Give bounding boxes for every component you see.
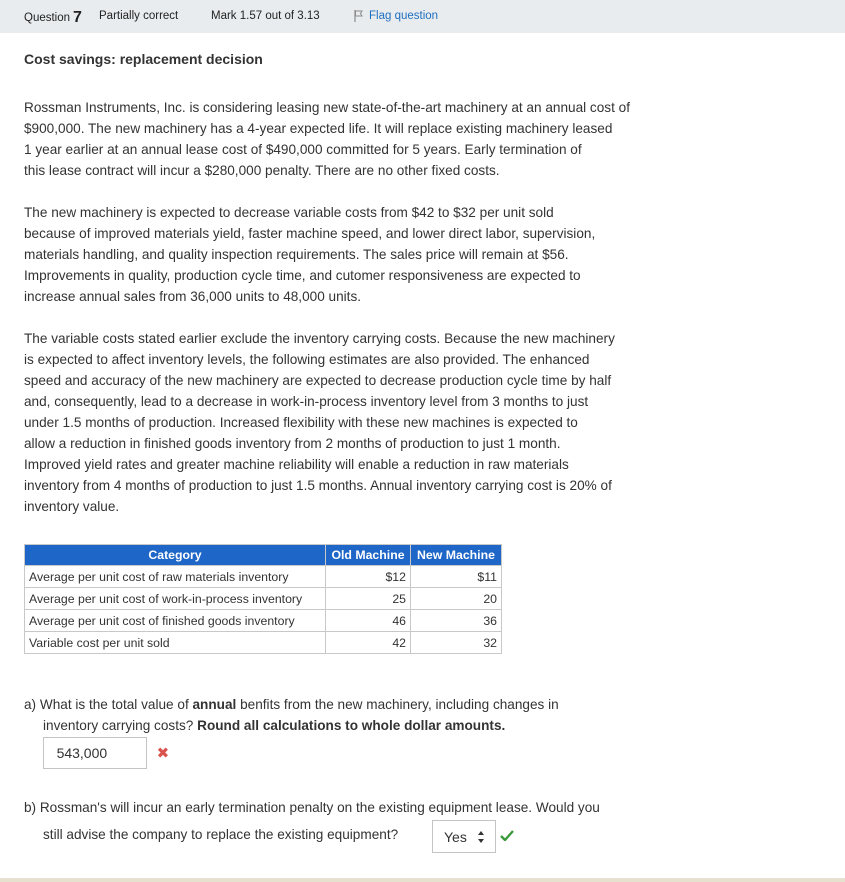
cell-old: 25 [326, 588, 411, 610]
flag-question-link[interactable] [354, 10, 438, 22]
header-old-machine: Old Machine [326, 545, 411, 566]
cell-category: Average per unit cost of finished goods inventory [25, 610, 326, 632]
question-b-line1: b) Rossman's will incur an early termination penalty on the existing equipment lease. Would you [24, 800, 600, 815]
cell-new: 36 [411, 610, 502, 632]
paragraph-2: The new machinery is expected to decrease variable costs from $42 to $32 per unit sold because of improved materials yield, faster machine speed, and lower direct labor, supervision, materials handling, and quality inspection requirements. The sales price will remain at $56. Improvements in quality, production cycle time, and cutomer responsiveness are expected to increase annual sales from 36,000 units to 48,000 units. [24, 205, 596, 304]
table-row [25, 632, 502, 654]
bottom-divider [0, 878, 845, 882]
question-label: Question 7 [24, 9, 82, 26]
updown-arrow-icon [477, 829, 485, 845]
table-row [25, 610, 502, 632]
cell-old: $12 [326, 566, 411, 588]
question-title: Cost savings: replacement decision [24, 51, 263, 67]
question-state: Partially correct [99, 10, 179, 22]
table-row [25, 588, 502, 610]
cross-icon: ✖ [156, 745, 170, 762]
header-new-machine: New Machine [411, 545, 502, 566]
answer-b-selected: Yes [444, 828, 467, 845]
paragraph-3: The variable costs stated earlier exclude the inventory carrying costs. Because the new machinery is expected to affect inventory levels, the following estimates are also provided. The enhanced speed and accuracy of the new machinery are expected to decrease production cycle time by half and, consequently, lead to a decrease in work-in-process inventory level from 3 months to just under 1.5 months of production. Increased flexibility with these new machines is expected to allow a reduction in finished goods inventory from 2 months of production to just 1 month. Improved yield rates and greater machine reliability will enable a reduction in raw materials inventory from 4 months of production to just 1.5 months. Annual inventory carrying cost is 20% of inventory value. [24, 331, 615, 514]
cell-old: 42 [326, 632, 411, 654]
question-a-text [24, 694, 724, 736]
cell-category: Variable cost per unit sold [25, 632, 326, 654]
question-info-bar [0, 0, 845, 33]
question-b-line2: still advise the company to replace the existing equipment? [43, 827, 399, 842]
cell-category: Average per unit cost of raw materials inventory [25, 566, 326, 588]
answer-b-select[interactable] [432, 820, 496, 853]
flag-question-label: Flag question [369, 10, 439, 22]
check-icon [500, 830, 514, 841]
inventory-cost-table [24, 544, 502, 654]
flag-icon [354, 10, 364, 22]
paragraph-1: Rossman Instruments, Inc. is considering leasing new state-of-the-art machinery at an annual cost of $900,000. The new machinery has a 4-year expected life. It will replace existing machinery leased 1 year earlier at an annual lease cost of $490,000 committed for 5 years. Early termination of this lease contract will incur a $280,000 penalty. There are no other fixed costs. [24, 100, 630, 178]
cell-new: $11 [411, 566, 502, 588]
header-category: Category [25, 545, 326, 566]
question-mark: Mark 1.57 out of 3.13 [211, 10, 320, 22]
cell-category: Average per unit cost of work-in-process inventory [25, 588, 326, 610]
cell-old: 46 [326, 610, 411, 632]
answer-a-row [43, 737, 169, 769]
question-a-line1: a) What is the total value of annual benfits from the new machinery, including changes in [24, 697, 559, 712]
question-number: 7 [73, 9, 82, 26]
table-row [25, 566, 502, 588]
answer-a-input[interactable]: 543,000 [43, 737, 147, 769]
cell-new: 20 [411, 588, 502, 610]
cell-new: 32 [411, 632, 502, 654]
table-header-row [25, 545, 502, 566]
question-a-line2: inventory carrying costs? Round all calculations to whole dollar amounts. [43, 718, 506, 733]
